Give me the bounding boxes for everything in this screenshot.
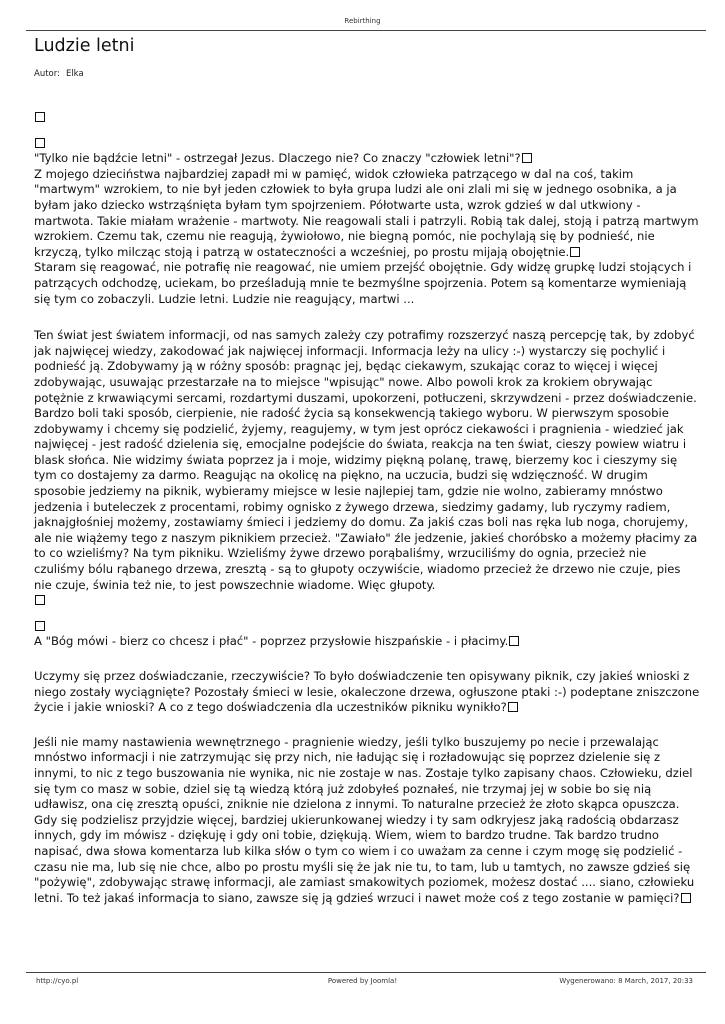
page-header-site-name: Rebirthing <box>344 17 381 25</box>
paragraph <box>34 260 700 307</box>
placeholder-glyph-line <box>34 593 700 609</box>
header-divider <box>26 30 706 31</box>
placeholder-glyph-line <box>34 619 700 635</box>
paragraph-text: A "Bóg mówi - bierz co chcesz i płać" - poprzez przysłowie hiszpańskie - i płacimy. <box>34 634 509 649</box>
placeholder-glyph-icon <box>35 621 45 631</box>
placeholder-glyph-icon <box>570 247 580 257</box>
placeholder-glyph-icon <box>522 153 532 163</box>
paragraph <box>34 634 700 650</box>
placeholder-glyph-icon <box>35 138 45 148</box>
placeholder-glyph-icon <box>681 893 691 903</box>
article-author <box>34 69 84 79</box>
paragraph-text: "Tylko nie bądźcie letni" - ostrzegał Jezus. Dlaczego nie? Co znaczy "człowiek letni"? <box>34 151 521 166</box>
paragraph-text: Jeśli nie mamy nastawienia wewnętrznego - pragnienie wiedzy, jeśli tylko buszujemy po necie i przewalając mnóstwo informacji i nie zatrzymując się przy nich, nie ładując się i rozładowując się poprzez dzielenie się z innymi, to nic z tego buszowania nie wynika, nic nie zostaje w nas. Zostaje tylko zapisany chaos. Człowieku, dziel się tym co masz w sobie, dziel się tą wiedzą którą już zdobyłeś poznałeś, nie trzymaj jej w sobie bo się nią udławisz, ona cię zresztą opuści, zniknie nie dzielona z innymi. To naturalne przecież że złoto skąpca opuszcza. Gdy się podzielisz przyjdzie więcej, bardziej ukierunkowanej wiedzy i ty sam odkryjesz jaką radością obdarzasz innych, gdy im mówisz - dziękuję i gdy oni tobie, dziękują. Wiem, wiem to bardzo trudne. Tak bardzo trudno napisać, dwa słowa komentarza lub kilka słów o tym co wiem i co uważam za cenne i czym mogę się podzielić - czasu nie ma, lub się nie chce, albo po prostu myśli się że jak nie tu, to tam, lub u tamtych, no zawsze gdzieś się "pożywię", zdobywając strawę informacji, ale zamiast smakowitych poziomek, możesz dostać .... siano, człowieku letni. To też jakaś informacja to siano, zawsze się ją gdzieś wrzuci i nawet może coś z tego zostanie w pamięci? <box>34 734 695 905</box>
paragraph-text: Uczymy się przez doświadczanie, rzeczywiście? To było doświadczenie ten opisywany piknik, czy jakieś wnioski z niego zostały wyciągnięte? Pozostały śmieci w lesie, okaleczone drzewa, ogłuszone ptaki :-) podeptane zniszczone życie i jakie wnioski? A co z tego doświadczenia dla uczestników pikniku wynikło? <box>34 669 700 715</box>
paragraph <box>34 167 700 261</box>
placeholder-glyph-icon <box>508 702 518 712</box>
paragraph <box>34 328 700 593</box>
article-body <box>34 110 700 906</box>
placeholder-glyph-line <box>34 136 700 152</box>
footer-url-link[interactable]: http://cyo.pl <box>36 977 79 985</box>
footer-divider <box>26 972 706 973</box>
paragraph <box>34 735 700 907</box>
paragraph <box>34 151 700 167</box>
placeholder-glyph-icon <box>35 595 45 605</box>
placeholder-glyph-icon <box>35 112 45 122</box>
paragraph-text: Ten świat jest światem informacji, od nas samych zależy czy potrafimy rozszerzyć naszą percepcję tak, by zdobyć jak najwięcej wiedzy, zakodować jak najwięcej informacji. Informacja leży na ulicy :-) wystarczy się pochylić i podnieść ją. Zdobywamy ją w różny sposób: pragnąc jej, będąc ciekawym, szukając coraz to więcej i więcej zdobywając, usuwając przestarzałe na to miejsce "wpisując" nowe. Albo powoli krok za krokiem obrywając potężnie z krwawiącymi sercami, rozdartymi duszami, upokorzeni, potłuczeni, skrzywdzeni - przez doświadczenie. Bardzo boli taki sposób, cierpienie, nie radość życia są konsekwencją takiego wyboru. W pierwszym sposobie zdobywamy i chcemy się podzielić, żyjemy, reagujemy, w tym jest oprócz ciekawości i pragnienia - wiedzieć jak najwięcej - jest radość dzielenia się, emocjalne podejście do świata, reakcja na ten świat, cieszy powiew wiatru i blask słońca. Nie widzimy świata poprzez ja i moje, widzimy piękną polanę, trawę, bierzemy koc i cieszymy się tym co dostajemy za darmo. Reagując na okolicę na piękno, na uczucia, budzi się wdzięczność. W drugim sposobie jedziemy na piknik, wybieramy miejsce w lesie najlepiej tam, gdzie nie wolno, zabieramy mnóstwo jedzenia i buteleczek z procentami, robimy ognisko z żywego drzewa, siedzimy gadamy, lub ryczymy radiem, jaknajgłośniej możemy, zostawiamy śmieci i jedziemy do domu. Za jakiś czas boli nas ręka lub noga, chorujemy, ale nie wiążemy tego z naszym piknikiem przecież. "Zawiało" źle jedzenie, jakieś choróbsko a możemy płacimy za to co wzieliśmy? Na tym pikniku. Wzieliśmy żywe drzewo porąbaliśmy, wrzuciliśmy do ognia, przecież nie czuliśmy bólu rąbanego drzewa, zresztą - są to głupoty oczywiście, wiadomo przecież że drzewo nie czuje, pies nie czuje, świnia też nie, to jest powszechnie wiadome. Więc głupoty. <box>34 328 698 592</box>
author-name: Elka <box>65 69 84 79</box>
placeholder-glyph-line <box>34 110 700 126</box>
author-label: Autor: <box>34 69 60 79</box>
paragraph <box>34 669 700 716</box>
footer-generated-date: Wygenerowano: 8 March, 2017, 20:33 <box>559 977 693 985</box>
paragraph-text: Z mojego dzieciństwa najbardziej zapadł mi w pamięć, widok człowieka patrzącego w dal na coś, takim "martwym" wzrokiem, to nie był jeden człowiek to była grupa ludzi ale oni zlali mi się w jednego osobnika, a ja byłam jako dziecko wstrząśnięta byłam tym spojrzeniem. Półotwarte usta, wzrok gdzieś w dal utkwiony - martwota. Takie miałam wrażenie - martwoty. Nie reagowali stali i patrzyli. Robią tak dalej, stoją i patrzą martwym wzrokiem. Czemu tak, czemu nie reagują, żywiołowo, nie biegną pomóc, nie pochylają się by podnieść, nie krzyczą, tylko milcząc stoją i patrzą w ostateczności a wcześniej, po prostu mijają obojętnie. <box>34 166 699 259</box>
footer-powered-by: Powered by Joomla! <box>327 977 398 985</box>
placeholder-glyph-icon <box>509 636 519 646</box>
article-title: Ludzie letni <box>34 36 135 56</box>
paragraph-text: Staram się reagować, nie potrafię nie reagować, nie umiem przejść obojętnie. Gdy widzę grupkę ludzi stojących i patrzących odchodzę, uciekam, bo prześladują mnie te bezmyślne spojrzenia. Potem są komentarze wymieniają się tym co zobaczyli. Ludzie letni. Ludzie nie reagujący, martwi ... <box>34 260 692 306</box>
